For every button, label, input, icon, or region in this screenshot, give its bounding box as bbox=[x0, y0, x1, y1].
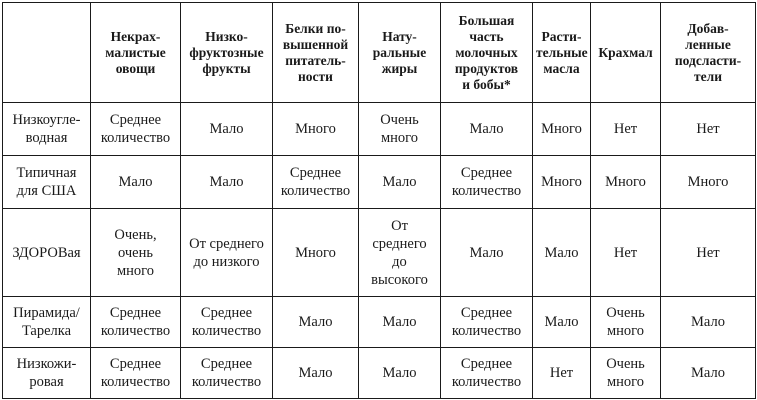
table-cell: Нет bbox=[591, 209, 661, 297]
header-cell-starch: Крахмал bbox=[591, 3, 661, 103]
table-row bbox=[3, 297, 756, 348]
table-cell: Среднее количество bbox=[181, 348, 273, 399]
header-cell-proteins: Белки по- вышенной питатель- ности bbox=[273, 3, 359, 103]
header-row bbox=[3, 3, 756, 103]
table-cell: Мало bbox=[273, 348, 359, 399]
table-row bbox=[3, 156, 756, 209]
table-cell: Среднее количество bbox=[441, 348, 533, 399]
header-cell-dairy-beans: Большая часть молочных продуктов и бобы* bbox=[441, 3, 533, 103]
table-cell: Мало bbox=[273, 297, 359, 348]
header-cell-fruits: Низко- фруктозные фрукты bbox=[181, 3, 273, 103]
row-label: Типичная для США bbox=[3, 156, 91, 209]
table-cell: Нет bbox=[661, 209, 756, 297]
table-cell: Много bbox=[591, 156, 661, 209]
diet-comparison-table bbox=[2, 2, 756, 399]
table-cell: Мало bbox=[359, 156, 441, 209]
table-cell: От среднего до высокого bbox=[359, 209, 441, 297]
table-cell: Мало bbox=[441, 103, 533, 156]
header-corner-cell bbox=[3, 3, 91, 103]
row-label: Низкоугле- водная bbox=[3, 103, 91, 156]
table-cell: Среднее количество bbox=[441, 156, 533, 209]
table-cell: Нет bbox=[661, 103, 756, 156]
table-cell: Мало bbox=[181, 103, 273, 156]
table-cell: Среднее количество bbox=[91, 103, 181, 156]
row-label: ЗДОРОВая bbox=[3, 209, 91, 297]
header-cell-sweeteners: Добав- ленные подсласти- тели bbox=[661, 3, 756, 103]
header-cell-fats: Нату- ральные жиры bbox=[359, 3, 441, 103]
table-row bbox=[3, 209, 756, 297]
table-cell: Мало bbox=[441, 209, 533, 297]
table-cell: Много bbox=[533, 156, 591, 209]
table-cell: Мало bbox=[661, 297, 756, 348]
table-cell: Очень, очень много bbox=[91, 209, 181, 297]
table-cell: Много bbox=[273, 103, 359, 156]
row-label: Пирамида/ Тарелка bbox=[3, 297, 91, 348]
table-cell: Мало bbox=[661, 348, 756, 399]
table-row bbox=[3, 103, 756, 156]
table-cell: Среднее количество bbox=[91, 297, 181, 348]
table-cell: Мало bbox=[359, 348, 441, 399]
table-cell: Среднее количество bbox=[441, 297, 533, 348]
table-cell: Нет bbox=[591, 103, 661, 156]
table-cell: Мало bbox=[181, 156, 273, 209]
table-cell: Очень много bbox=[359, 103, 441, 156]
table-cell: Много bbox=[273, 209, 359, 297]
table-cell: Мало bbox=[533, 297, 591, 348]
table-cell: Мало bbox=[91, 156, 181, 209]
table-cell: Очень много bbox=[591, 348, 661, 399]
header-cell-oils: Расти- тельные масла bbox=[533, 3, 591, 103]
table-cell: Среднее количество bbox=[273, 156, 359, 209]
table-cell: Среднее количество bbox=[91, 348, 181, 399]
table-cell: Много bbox=[661, 156, 756, 209]
table-cell: Мало bbox=[359, 297, 441, 348]
table-cell: Нет bbox=[533, 348, 591, 399]
table-cell: Очень много bbox=[591, 297, 661, 348]
header-cell-vegetables: Некрах- малистые овощи bbox=[91, 3, 181, 103]
table-cell: От среднего до низкого bbox=[181, 209, 273, 297]
table-cell: Мало bbox=[533, 209, 591, 297]
table-cell: Среднее количество bbox=[181, 297, 273, 348]
table-row bbox=[3, 348, 756, 399]
table-cell: Много bbox=[533, 103, 591, 156]
row-label: Низкожи- ровая bbox=[3, 348, 91, 399]
